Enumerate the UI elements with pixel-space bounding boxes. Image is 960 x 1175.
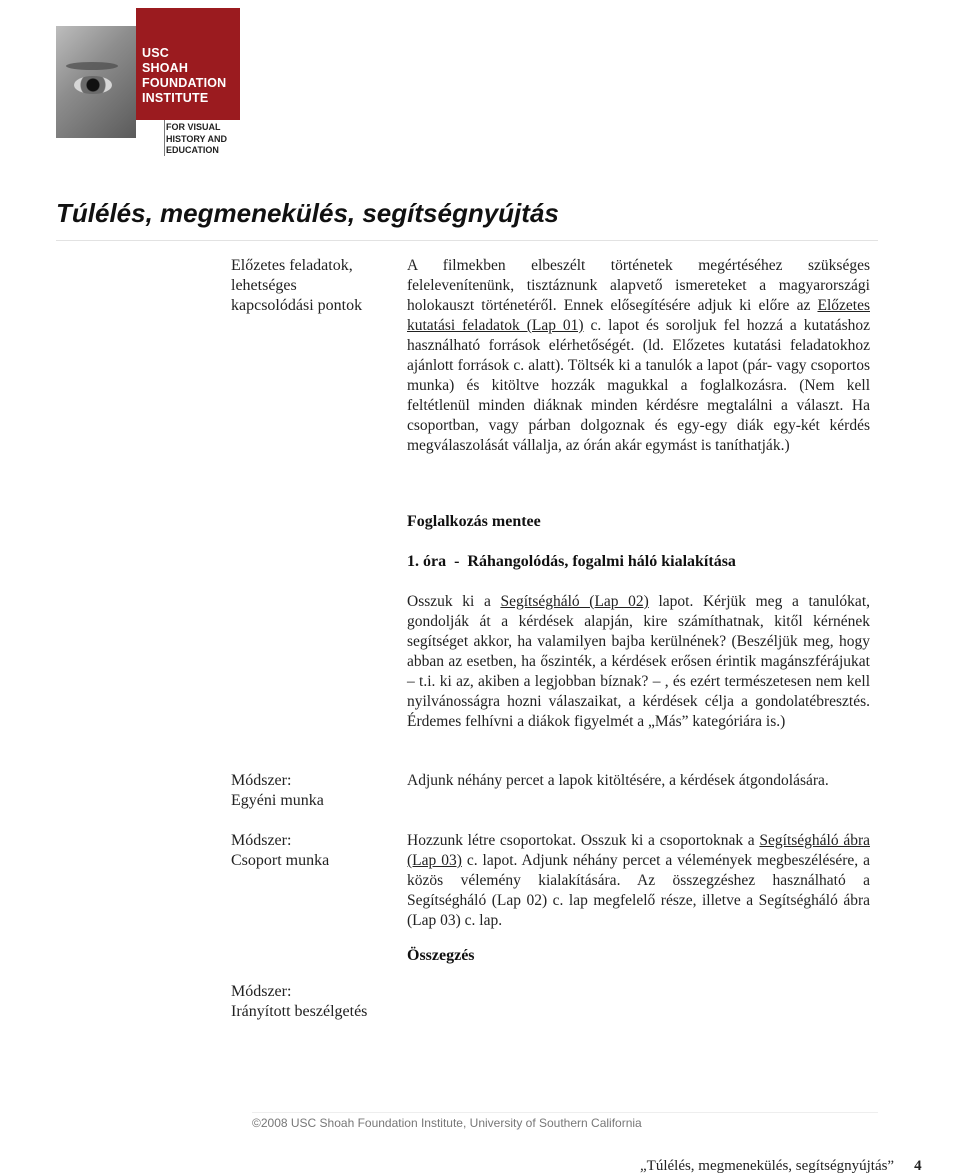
lesson-heading: 1. óra - Ráhangolódás, fogalmi háló kialakítása <box>407 553 736 570</box>
method1-text: Adjunk néhány percet a lapok kitöltésére, a kérdések átgondolására. <box>407 772 829 789</box>
prep-tasks-link[interactable]: Előzetes kutatási feladatok (Lap 01) <box>407 297 870 334</box>
page-footer <box>640 1158 922 1175</box>
summary-heading: Összegzés <box>407 947 475 964</box>
logo-sub-line: EDUCATION <box>166 145 219 155</box>
course-heading: Foglalkozás mentee <box>407 513 541 530</box>
help-net-diagram-link[interactable]: Segítségháló ábra (Lap 03) <box>407 832 870 869</box>
footer-divider <box>252 1112 878 1113</box>
footer-page-title: „Túlélés, megmenekülés, segítségnyújtás” <box>640 1158 895 1174</box>
intro-paragraph: A filmekben elbeszélt történetek megértéséhez szükséges felelevenítenünk, tisztáznunk alapvető ismereteket a magyarországi holokauszt történetéről. Ennek elősegítésére adjuk ki előre az Előzetes kutatási feladatok (Lap 01) c. lapot és soroljuk fel hozzá a kutatáshoz használható források elérhetőségét. (ld. Előzetes kutatási feladatokhoz ajánlott források c. alatt). Töltsék ki a tanulók a lapot (pár- vagy csoportos munka) és kitöltve hozzák magukkal a foglalkozásra. (Nem kell feltétlenül minden diáknak minden kérdésre megtalálni a választ. Ha csoportban, vagy párban dolgoznak és egy-egy diák egy-két kérdés megválaszolását vállalja, az órán akár egymást is taníthatják.) <box>407 257 870 454</box>
title-divider <box>56 240 878 241</box>
method2-text: Hozzunk létre csoportokat. Osszuk ki a csoportoknak a Segítségháló ábra (Lap 03) c. lapot. Adjunk néhány percet a vélemények megbeszélésére, a közös vélemény kialakítására. Az összegzéshez használható a Segítségháló (Lap 02) c. lap megfelelő része, illetve a Segítségháló ábra (Lap 03) c. lap. <box>407 832 870 929</box>
help-net-link[interactable]: Segítségháló (Lap 02) <box>500 593 649 610</box>
logo-text-line: FOUNDATION <box>142 76 227 90</box>
institute-logo <box>56 8 246 158</box>
logo-subtitle <box>166 122 227 157</box>
logo-red-box <box>136 8 240 120</box>
method3-label: Módszer: Irányított beszélgetés <box>231 983 368 1020</box>
logo-text-line: SHOAH <box>142 61 189 75</box>
logo-sub-line: HISTORY AND <box>166 133 228 144</box>
method2-label: Módszer: Csoport munka <box>231 832 330 869</box>
logo-text-line: INSTITUTE <box>142 91 209 105</box>
page-number: 4 <box>914 1158 922 1174</box>
intro-label: Előzetes feladatok, lehetséges kapcsolódási pontok <box>231 257 363 314</box>
logo-sub-line: FOR VISUAL <box>166 122 221 132</box>
method1-label: Módszer: Egyéni munka <box>231 772 324 809</box>
logo-text-line: USC <box>142 46 169 60</box>
lesson-intro-paragraph: Osszuk ki a Segítségháló (Lap 02) lapot. Kérjük meg a tanulókat, gondolják át a kérdések alapján, kire számíthatnak, kitől kérnének segítséget akkor, ha valamilyen bajba kerülnének? (Beszéljük meg, hogy abban az esetben, ha őszinték, a kérdések erősen érintik magánszférájukat – t.i. ki az, akiben a legjobban bíznak? – , és ezért természetesen nem kell nyilvánosságra hozni válaszaikat, a kérdések célja a gondolatébresztés. Érdemes felhívni a diákok figyelmét a „Más” kategóriára is.) <box>407 593 870 730</box>
copyright-notice: ©2008 USC Shoah Foundation Institute, University of Southern California <box>252 1116 642 1130</box>
page-title: Túlélés, megmenekülés, segítségnyújtás <box>56 198 559 228</box>
eye-photo <box>56 26 136 138</box>
